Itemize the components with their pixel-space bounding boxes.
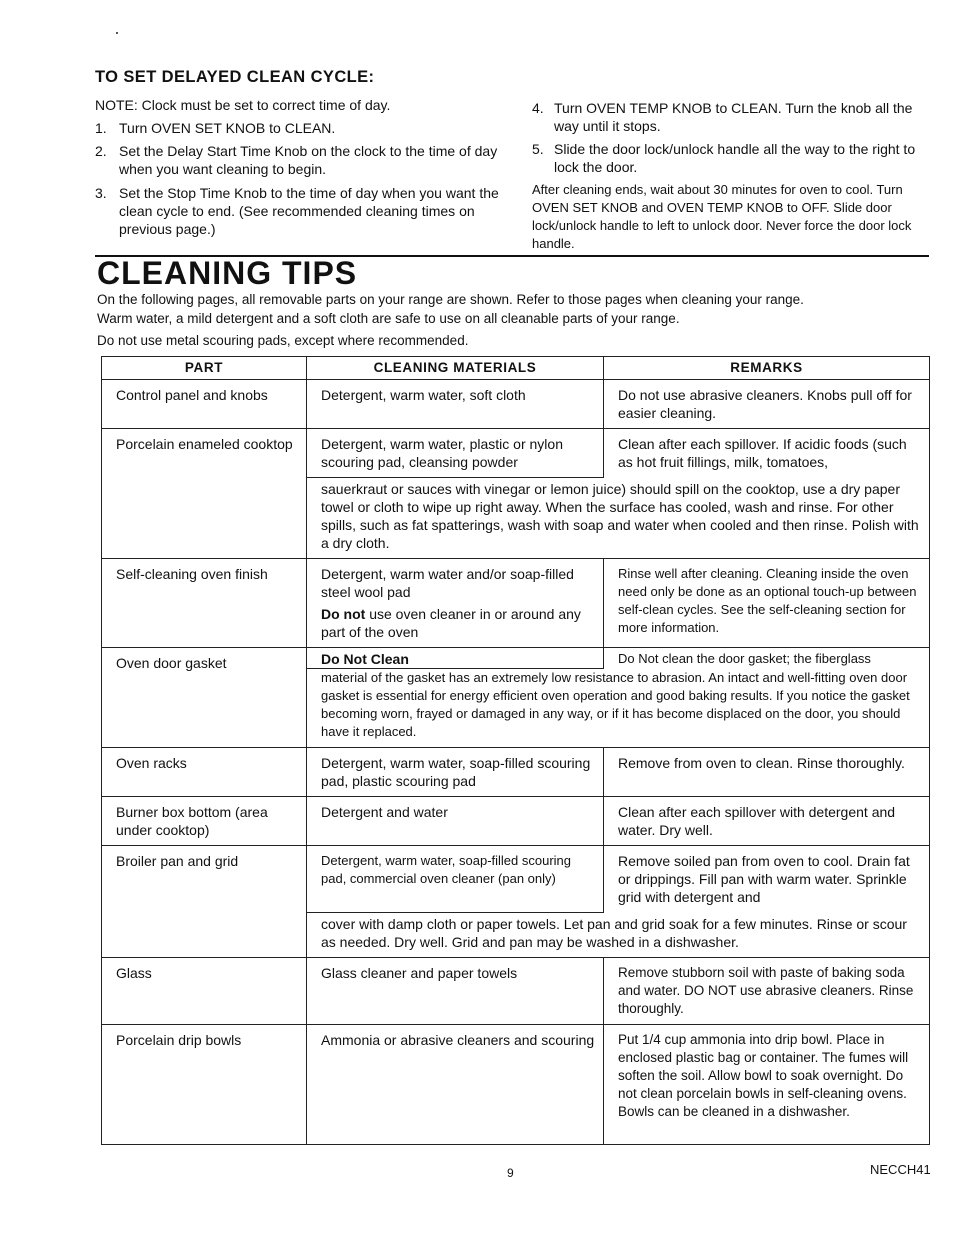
remarks-continuation: sauerkraut or sauces with vinegar or lemon juice) should spill on the cooktop, use a dry paper towel or cloth to wipe up right away. When the surface has cooled, wash and rinse. For other spills, such as fat spatterings, wash with soap and water when cooled and then rinse. Polish with a dry cloth. bbox=[307, 478, 930, 559]
table-row bbox=[102, 846, 930, 913]
step-number: 1. bbox=[95, 120, 107, 136]
materials-cell: Ammonia or abrasive cleaners and scouring bbox=[307, 1024, 604, 1144]
materials-cell: Detergent, warm water, soap-filled scouring pad, plastic scouring pad bbox=[307, 748, 604, 797]
delayed-note: NOTE: Clock must be set to correct time of day. bbox=[95, 97, 391, 113]
intro-line-2: Warm water, a mild detergent and a soft cloth are safe to use on all cleanable parts of your range. bbox=[97, 311, 680, 326]
step-number: 5. bbox=[532, 141, 544, 157]
step-number: 4. bbox=[532, 100, 544, 116]
step-4 bbox=[532, 99, 932, 135]
page-number: 9 bbox=[507, 1166, 514, 1180]
part-cell: Porcelain drip bowls bbox=[102, 1024, 307, 1144]
table-row bbox=[102, 748, 930, 797]
remarks-cell: Remove stubborn soil with paste of baking soda and water. DO NOT use abrasive cleaners. Rinse thoroughly. bbox=[604, 957, 930, 1024]
table-row bbox=[102, 429, 930, 478]
step-text: Turn OVEN SET KNOB to CLEAN. bbox=[119, 120, 336, 136]
document-code: NECCH41 bbox=[870, 1162, 931, 1177]
header-remarks: REMARKS bbox=[604, 357, 930, 380]
intro-line-1: On the following pages, all removable parts on your range are shown. Refer to those pages when cleaning your range. bbox=[97, 292, 804, 307]
part-cell: Burner box bottom (area under cooktop) bbox=[102, 797, 307, 846]
part-cell: Broiler pan and grid bbox=[102, 846, 307, 958]
table-row bbox=[102, 797, 930, 846]
materials-cell bbox=[307, 648, 604, 669]
part-cell: Self-cleaning oven finish bbox=[102, 559, 307, 648]
materials-cell: Detergent, warm water, plastic or nylon scouring pad, cleansing powder bbox=[307, 429, 604, 478]
part-cell: Glass bbox=[102, 957, 307, 1024]
step-text: Slide the door lock/unlock handle all the way to the right to lock the door. bbox=[554, 141, 916, 175]
table-row bbox=[102, 380, 930, 429]
remarks-cell: Remove from oven to clean. Rinse thoroughly. bbox=[604, 748, 930, 797]
table-row bbox=[102, 648, 930, 669]
remarks-cell: Do Not clean the door gasket; the fiberglass bbox=[604, 648, 930, 669]
materials-text: Detergent, warm water and/or soap-filled steel wool pad bbox=[321, 566, 574, 600]
step-5 bbox=[532, 140, 932, 176]
cleaning-tips-table bbox=[101, 356, 930, 1145]
scan-speck bbox=[116, 32, 118, 34]
step-text: Turn OVEN TEMP KNOB to CLEAN. Turn the knob all the way until it stops. bbox=[554, 100, 913, 134]
step-number: 2. bbox=[95, 143, 107, 159]
materials-cell: Detergent and water bbox=[307, 797, 604, 846]
part-cell: Control panel and knobs bbox=[102, 380, 307, 429]
remarks-continuation: material of the gasket has an extremely low resistance to abrasion. An intact and well-fitting oven door gasket is essential for energy efficient oven operation and good baking results. If you notice the gasket becoming worn, frayed or damaged in any way, or if it has become displaced on the door, you should have it replaced. bbox=[307, 669, 930, 748]
part-cell: Porcelain enameled cooktop bbox=[102, 429, 307, 559]
remarks-cell: Put 1/4 cup ammonia into drip bowl. Place in enclosed plastic bag or container. The fumes will soften the soil. Allow bowl to soak overnight. Do not clean porcelain bowls in self-cleaning ovens. Bowls can be cleaned in a dishwasher. bbox=[604, 1024, 930, 1144]
cleaning-tips-title: CLEANING TIPS bbox=[97, 255, 358, 291]
header-part: PART bbox=[102, 357, 307, 380]
table-row bbox=[102, 559, 930, 648]
part-cell: Oven racks bbox=[102, 748, 307, 797]
intro-line-3: Do not use metal scouring pads, except where recommended. bbox=[97, 333, 469, 348]
remarks-cell: Do not use abrasive cleaners. Knobs pull off for easier cleaning. bbox=[604, 380, 930, 429]
step-1 bbox=[95, 119, 505, 137]
table-row bbox=[102, 1024, 930, 1144]
delayed-clean-heading: TO SET DELAYED CLEAN CYCLE: bbox=[95, 68, 375, 86]
step-3 bbox=[95, 184, 505, 238]
remarks-cell: Clean after each spillover. If acidic foods (such as hot fruit fillings, milk, tomatoes, bbox=[604, 429, 930, 478]
warning-emphasis: Do not bbox=[321, 606, 366, 622]
part-cell: Oven door gasket bbox=[102, 648, 307, 748]
step-text: Set the Delay Start Time Knob on the clock to the time of day when you want cleaning to begin. bbox=[119, 143, 498, 177]
step-text: Set the Stop Time Knob to the time of day when you want the clean cycle to end. (See recommended cleaning times on previous page.) bbox=[119, 185, 499, 237]
remarks-continuation: cover with damp cloth or paper towels. Let pan and grid soak for a few minutes. Rinse or scour as needed. Dry well. Grid and pan may be washed in a dishwasher. bbox=[307, 912, 930, 957]
materials-cell: Detergent, warm water, soap-filled scouring pad, commercial oven cleaner (pan only) bbox=[307, 846, 604, 913]
remarks-cell: Rinse well after cleaning. Cleaning inside the oven need only be done as an optional touch-up between self-clean cycles. See the self-cleaning section for more information. bbox=[604, 559, 930, 648]
materials-warning bbox=[321, 605, 595, 641]
remarks-cell: Remove soiled pan from oven to cool. Drain fat or drippings. Fill pan with warm water. Sprinkle grid with detergent and bbox=[604, 846, 930, 913]
header-materials: CLEANING MATERIALS bbox=[307, 357, 604, 380]
table-header-row bbox=[102, 357, 930, 380]
materials-cell: Glass cleaner and paper towels bbox=[307, 957, 604, 1024]
table-row bbox=[102, 957, 930, 1024]
do-not-clean-label: Do Not Clean bbox=[321, 651, 409, 667]
step-number: 3. bbox=[95, 185, 107, 201]
step-2 bbox=[95, 142, 505, 178]
materials-cell bbox=[307, 559, 604, 648]
remarks-cell: Clean after each spillover with detergent and water. Dry well. bbox=[604, 797, 930, 846]
after-cleaning-note: After cleaning ends, wait about 30 minutes for oven to cool. Turn OVEN SET KNOB and OVEN TEMP KNOB to OFF. Slide door lock/unlock handle to left to unlock door. Never force the door lock handle. bbox=[532, 182, 912, 251]
materials-cell: Detergent, warm water, soft cloth bbox=[307, 380, 604, 429]
warning-text: use oven cleaner in or around any part of the oven bbox=[321, 606, 581, 640]
